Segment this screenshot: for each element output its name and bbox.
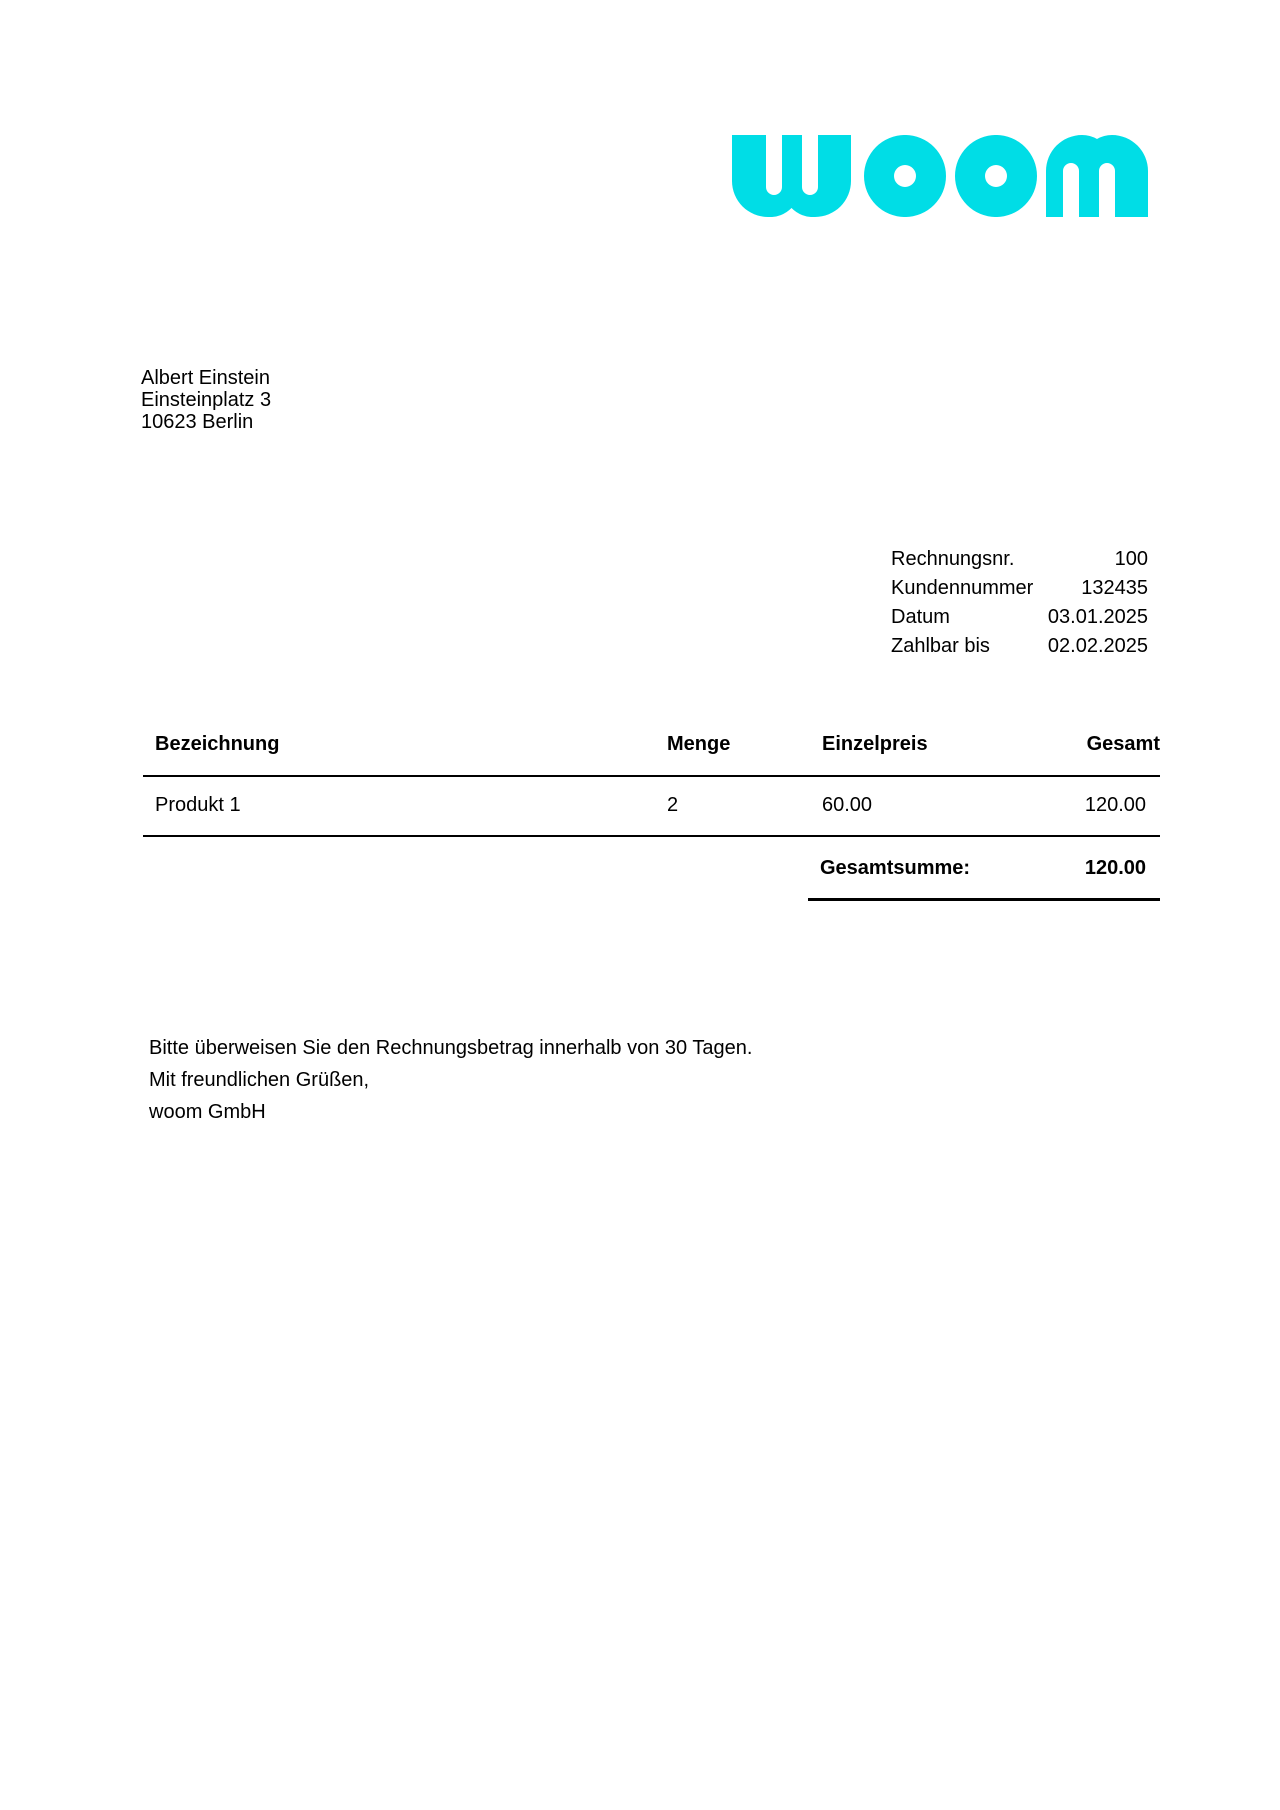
recipient-city: 10623 Berlin [141, 411, 254, 433]
header-total: Gesamt [1086, 733, 1160, 755]
header-quantity: Menge [667, 733, 731, 755]
header-name: Bezeichnung [155, 733, 280, 755]
table-header-row [143, 726, 1160, 777]
cell-total: 120.00 [1084, 794, 1146, 816]
recipient-street: Einsteinplatz 3 [141, 389, 272, 411]
meta-label: Zahlbar bis [891, 635, 990, 657]
meta-label: Kundennummer [891, 577, 1034, 599]
meta-row-due-date [891, 634, 1148, 663]
meta-row-invoice-number [891, 547, 1148, 576]
grand-total [808, 837, 1160, 901]
meta-value: 132435 [1081, 577, 1148, 599]
table-row [143, 777, 1160, 837]
sum-row [143, 837, 1160, 901]
cell-name: Produkt 1 [155, 794, 241, 816]
cell-unit-price: 60.00 [822, 794, 873, 816]
meta-value: 03.01.2025 [1047, 606, 1148, 628]
meta-label: Datum [891, 606, 950, 628]
payment-note: Bitte überweisen Sie den Rechnungsbetrag innerhalb von 30 Tagen. [149, 1037, 753, 1059]
recipient-name: Albert Einstein [141, 367, 270, 389]
greeting: Mit freundlichen Grüßen, [149, 1069, 370, 1091]
meta-row-date [891, 605, 1148, 634]
line-items-table [143, 726, 1160, 901]
meta-label: Rechnungsnr. [891, 548, 1015, 570]
invoice-meta [891, 547, 1148, 663]
sender-company: woom GmbH [149, 1101, 266, 1123]
grand-total-label: Gesamtsumme: [820, 857, 971, 879]
meta-value: 02.02.2025 [1047, 635, 1148, 657]
woom-logo-icon [732, 135, 1148, 217]
meta-value: 100 [1114, 548, 1148, 570]
recipient-address [141, 367, 271, 433]
cell-quantity: 2 [667, 794, 679, 816]
header-unit-price: Einzelpreis [822, 733, 928, 755]
closing-text [149, 1032, 752, 1128]
grand-total-value: 120.00 [1084, 857, 1146, 879]
meta-row-customer-number [891, 576, 1148, 605]
